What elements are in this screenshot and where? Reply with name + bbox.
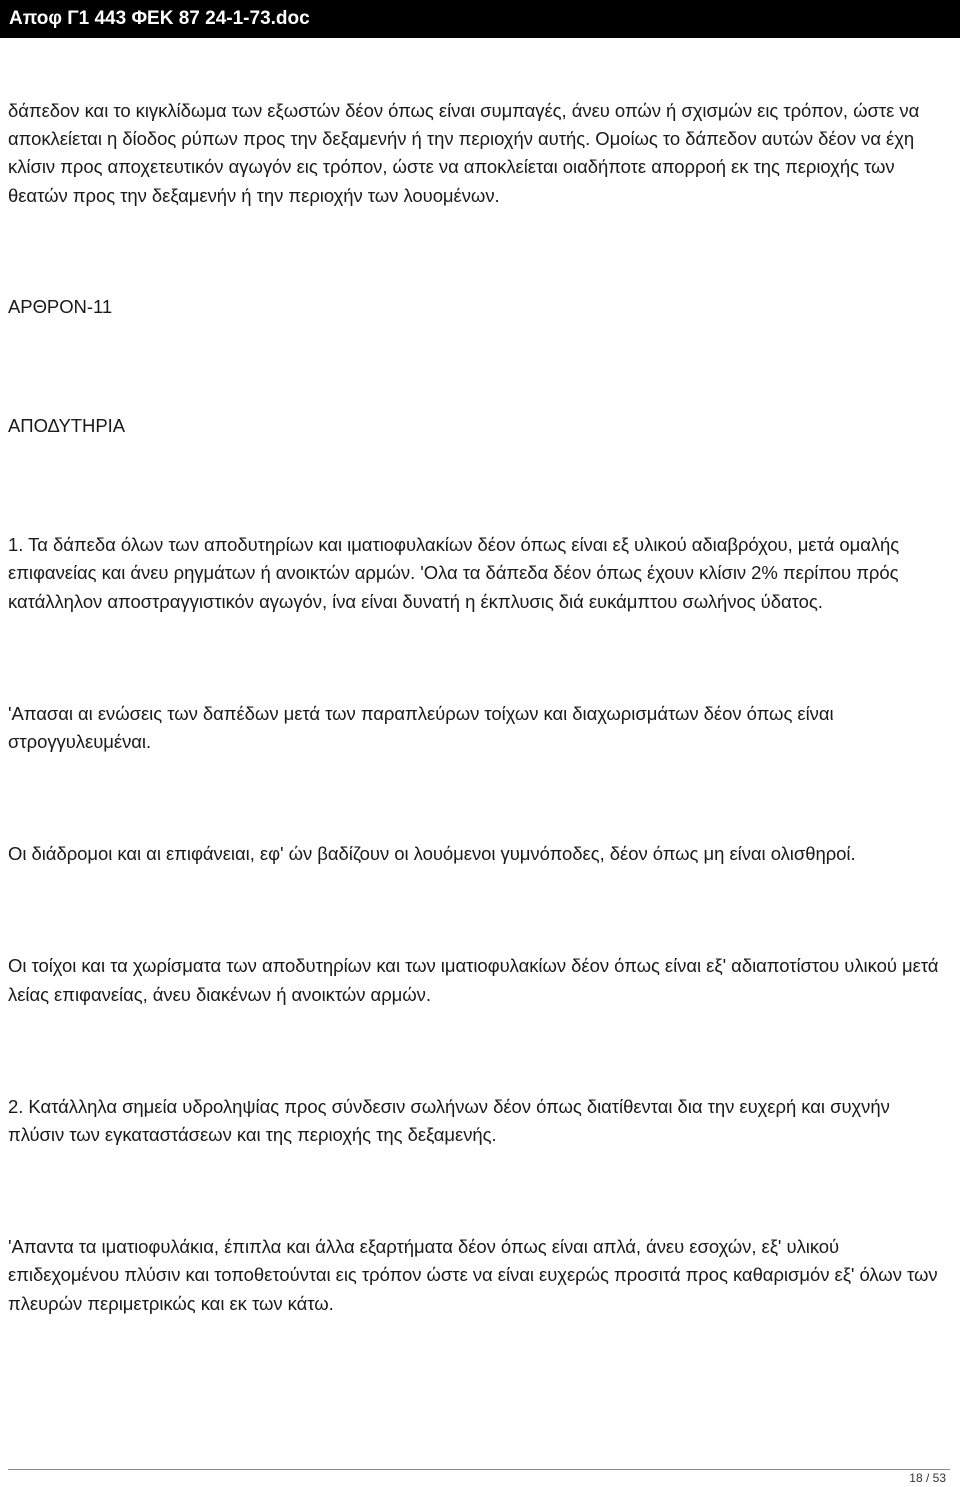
page-number: 18 / 53 (909, 1471, 946, 1485)
footer-divider (8, 1469, 950, 1470)
paragraph-walls: Οι τοίχοι και τα χωρίσματα των αποδυτηρίων και των ιματιοφυλακίων δέον όπως είναι εξ' αδιαποτίστου υλικού μετά λείας επιφανείας, άνευ διακένων ή ανοικτών αρμών. (8, 955, 939, 1005)
section-heading: ΑΠΟΔΥΤΗΡΙΑ (8, 415, 126, 437)
paragraph-corridors: Οι διάδρομοι και αι επιφάνειαι, εφ' ών βαδίζουν οι λουόμενοι γυμνόποδες, δέον όπως μη είναι ολισθηροί. (8, 843, 856, 865)
window-title-bar (0, 0, 960, 38)
paragraph-joints: 'Απασαι αι ενώσεις των δαπέδων μετά των παραπλεύρων τοίχων και διαχωρισμάτων δέον όπως είναι στρογγυλευμέναι. (8, 702, 834, 753)
paragraph-furniture: 'Απαντα τα ιματιοφυλάκια, έπιπλα και άλλα εξαρτήματα δέον όπως είναι απλά, άνευ εσοχών, εξ' υλικού επιδεχομένου πλύσιν και τοποθετούνται εις τρόπον ώστε να είναι ευχερώς προσιτά προς καθαρισμόν εξ' όλων των πλευρών περιμετρικώς και εκ των κάτω. (8, 1236, 938, 1314)
document-page (8, 97, 943, 1318)
paragraph-floors: 1. Τα δάπεδα όλων των αποδυτηρίων και ιματιοφυλακίων δέον όπως είναι εξ υλικού αδιαβρόχου, μετά ομαλής επιφανείας και άνευ ρηγμάτων ή ανοικτών αρμών. 'Ολα τα δάπεδα δέον όπως έχουν κλίσιν 2% περίπου πρός κατάλληλον αποστραγγιστικόν αγωγόν, ίνα είναι δυνατή η έκπλυσις διά ευκάμπτου σωλήνος ύδατος. (8, 534, 900, 612)
article-heading: ΑΡΘΡΟΝ-11 (8, 295, 113, 317)
document-title: Αποφ Γ1 443 ΦΕΚ 87 24-1-73.doc (9, 8, 310, 29)
paragraph-intro: δάπεδον και το κιγκλίδωμα των εξωστών δέον όπως είναι συμπαγές, άνευ οπών ή σχισμών εις τρόπον, ώστε να αποκλείεται η δίοδος ρύπων προς την δεξαμενήν ή την περιοχήν αυτής. Ομοίως το δάπεδον αυτών δέον να έχη κλίσιν προς αποχετευτικόν αγωγόν εις τρόπον, ώστε να αποκλείεται οιαδήποτε απορροή εκ της περιοχής των θεατών προς την δεξαμενήν ή την περιοχήν των λουομένων. (8, 100, 920, 206)
paragraph-water-points: 2. Κατάλληλα σημεία υδροληψίας προς σύνδεσιν σωλήνων δέον όπως διατίθενται δια την ευχερή και συχνήν πλύσιν των εγκαταστάσεων και της περιοχής της δεξαμενής. (8, 1095, 890, 1146)
